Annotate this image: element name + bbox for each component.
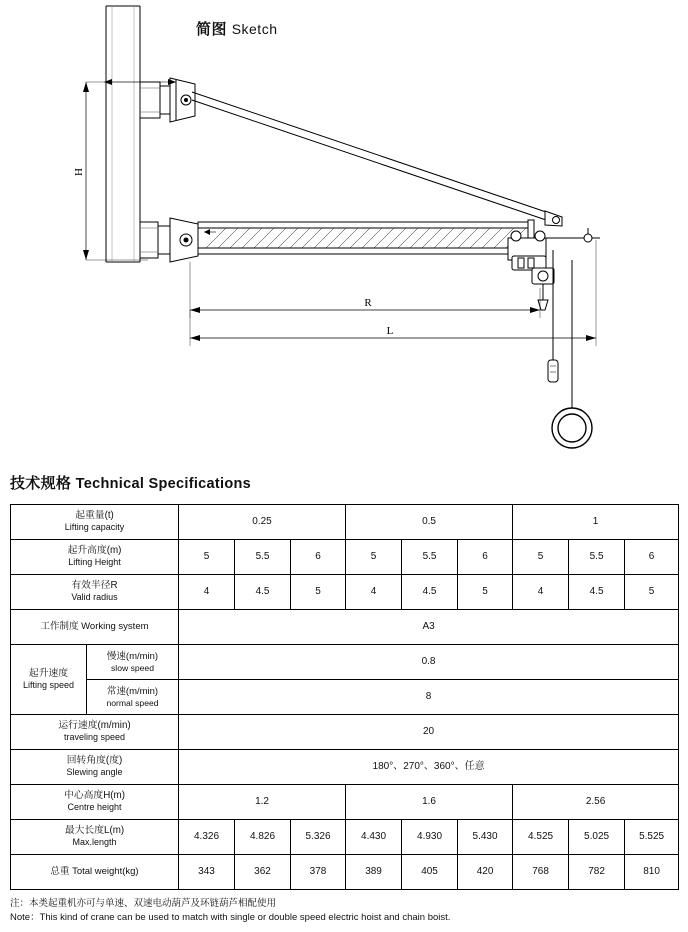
row-label-slewing-angle xyxy=(11,750,179,785)
row-label-en: Centre height xyxy=(67,802,122,813)
row-label-cn: 回转角度(度) xyxy=(66,755,123,767)
cell-maxlen-8: 5.525 xyxy=(625,820,679,855)
cell-radius-5: 5 xyxy=(458,575,513,610)
cell-capacity-1: 0.5 xyxy=(346,505,513,540)
row-label-en: Max.length xyxy=(72,837,117,848)
cell-capacity-0: 0.25 xyxy=(179,505,346,540)
row-label-cn: 最大长度L(m) xyxy=(64,825,125,837)
table-row-slewing-angle xyxy=(11,750,679,785)
row-label-traveling-speed xyxy=(11,715,179,750)
cell-normal-speed: 8 xyxy=(179,680,679,715)
table-row-max-length xyxy=(11,820,679,855)
sublabel-en: slow speed xyxy=(111,662,154,673)
specs-heading xyxy=(10,472,251,493)
cell-height-1: 5.5 xyxy=(235,540,291,575)
cell-radius-1: 4.5 xyxy=(235,575,291,610)
specs-heading-cn: 技术规格 xyxy=(10,475,72,492)
row-label-lifting-height xyxy=(11,540,179,575)
row-label-en: Lifting capacity xyxy=(64,522,125,533)
technical-specifications-table xyxy=(10,504,679,890)
table-row-total-weight xyxy=(11,855,679,890)
row-sublabel-normal-speed xyxy=(87,680,179,715)
cell-working-system: A3 xyxy=(179,610,679,645)
sublabel-cn: 常速(m/min) xyxy=(106,685,159,697)
cell-weight-7: 782 xyxy=(569,855,625,890)
row-label-en: Lifting speed xyxy=(22,679,75,690)
cell-maxlen-2: 5.326 xyxy=(291,820,346,855)
dimension-label-h: H xyxy=(73,168,85,176)
row-label-cn: 总重 xyxy=(50,866,70,878)
cell-radius-8: 5 xyxy=(625,575,679,610)
row-label-cn: 工作制度 xyxy=(40,621,79,633)
table-row-working-system xyxy=(11,610,679,645)
cell-centre-height-1: 1.6 xyxy=(346,785,513,820)
cell-maxlen-7: 5.025 xyxy=(569,820,625,855)
row-label-total-weight xyxy=(11,855,179,890)
crane-sketch-drawing xyxy=(0,0,688,462)
cell-traveling-speed: 20 xyxy=(179,715,679,750)
row-label-en: Total weight(kg) xyxy=(72,866,139,878)
table-row-lifting-capacity xyxy=(11,505,679,540)
cell-slow-speed: 0.8 xyxy=(179,645,679,680)
row-label-cn: 有效半径R xyxy=(71,580,118,592)
cell-centre-height-2: 2.56 xyxy=(513,785,679,820)
cell-weight-4: 405 xyxy=(402,855,458,890)
row-label-cn: 起升高度(m) xyxy=(67,545,122,557)
cell-radius-2: 5 xyxy=(291,575,346,610)
sublabel-en: normal speed xyxy=(106,697,159,708)
cell-weight-3: 389 xyxy=(346,855,402,890)
specs-heading-en: Technical Specifications xyxy=(75,476,252,492)
cell-height-0: 5 xyxy=(179,540,235,575)
row-label-centre-height xyxy=(11,785,179,820)
row-label-cn: 起重量(t) xyxy=(75,510,114,522)
cell-weight-1: 362 xyxy=(235,855,291,890)
cell-centre-height-0: 1.2 xyxy=(179,785,346,820)
cell-height-5: 6 xyxy=(458,540,513,575)
spec-table-container xyxy=(10,504,678,890)
table-row-traveling-speed xyxy=(11,715,679,750)
dimension-label-l: L xyxy=(386,325,394,337)
table-row-valid-radius xyxy=(11,575,679,610)
row-label-en: traveling speed xyxy=(63,732,126,743)
cell-radius-7: 4.5 xyxy=(569,575,625,610)
table-row-lifting-speed-slow xyxy=(11,645,679,680)
row-sublabel-slow-speed xyxy=(87,645,179,680)
cell-maxlen-4: 4.930 xyxy=(402,820,458,855)
row-label-lifting-speed xyxy=(11,645,87,715)
cell-radius-4: 4.5 xyxy=(402,575,458,610)
row-label-en: Valid radius xyxy=(71,592,118,603)
row-label-max-length xyxy=(11,820,179,855)
row-label-valid-radius xyxy=(11,575,179,610)
row-label-cn: 中心高度H(m) xyxy=(64,790,125,802)
cell-height-8: 6 xyxy=(625,540,679,575)
sublabel-cn: 慢速(m/min) xyxy=(106,650,159,662)
footnote xyxy=(10,897,670,925)
cell-maxlen-0: 4.326 xyxy=(179,820,235,855)
footnote-en: Note：This kind of crane can be used to match with single or double speed electric hoist and chain boist. xyxy=(10,911,451,923)
cell-height-4: 5.5 xyxy=(402,540,458,575)
cell-maxlen-1: 4.826 xyxy=(235,820,291,855)
row-label-en: Lifting Height xyxy=(68,557,121,568)
cell-height-3: 5 xyxy=(346,540,402,575)
dimension-label-r: R xyxy=(364,297,372,309)
table-row-lifting-speed-normal xyxy=(11,680,679,715)
row-label-cn: 起升速度 xyxy=(28,667,69,679)
table-row-lifting-height xyxy=(11,540,679,575)
row-label-en: Slewing angle xyxy=(66,767,123,778)
cell-height-6: 5 xyxy=(513,540,569,575)
cell-radius-0: 4 xyxy=(179,575,235,610)
cell-weight-5: 420 xyxy=(458,855,513,890)
cell-weight-8: 810 xyxy=(625,855,679,890)
row-label-working-system xyxy=(11,610,179,645)
cell-height-7: 5.5 xyxy=(569,540,625,575)
row-label-lifting-capacity xyxy=(11,505,179,540)
cell-maxlen-6: 4.525 xyxy=(513,820,569,855)
cell-radius-3: 4 xyxy=(346,575,402,610)
sketch-figure xyxy=(0,0,688,462)
cell-capacity-2: 1 xyxy=(513,505,679,540)
cell-maxlen-3: 4.430 xyxy=(346,820,402,855)
sketch-title-en: Sketch xyxy=(231,21,278,37)
cell-radius-6: 4 xyxy=(513,575,569,610)
sketch-title-cn: 简图 xyxy=(196,21,228,38)
cell-weight-2: 378 xyxy=(291,855,346,890)
row-label-cn: 运行速度(m/min) xyxy=(58,720,131,732)
cell-height-2: 6 xyxy=(291,540,346,575)
cell-slewing-angle: 180°、270°、360°、任意 xyxy=(179,750,679,785)
footnote-cn: 注：本类起重机亦可与单速、双速电动葫芦及环链葫芦相配使用 xyxy=(10,898,277,909)
cell-weight-0: 343 xyxy=(179,855,235,890)
cell-maxlen-5: 5.430 xyxy=(458,820,513,855)
cell-weight-6: 768 xyxy=(513,855,569,890)
table-row-centre-height xyxy=(11,785,679,820)
row-label-en: Working system xyxy=(81,621,149,633)
